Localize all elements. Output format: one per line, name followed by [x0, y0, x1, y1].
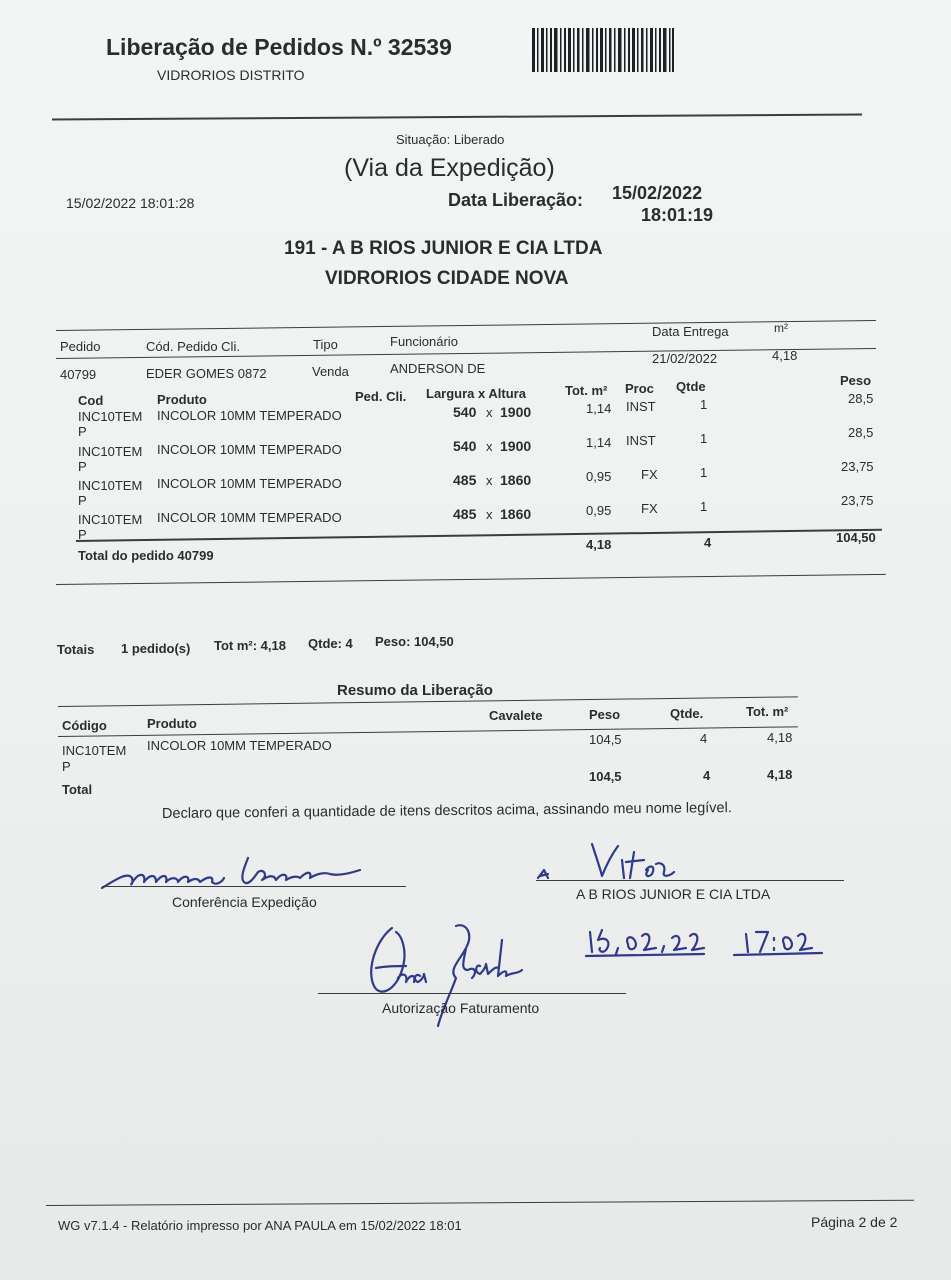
item-altura: 1860: [500, 472, 532, 488]
col-ped-cli: Ped. Cli.: [355, 389, 407, 404]
item-altura: 1900: [500, 438, 532, 454]
document-title: Liberação de Pedidos N.º 32539: [106, 34, 452, 60]
item-cod: INC10TEM: [78, 478, 143, 493]
totais-tot-m2: Tot m²: 4,18: [214, 638, 286, 653]
resumo-total-tot-m2: 4,18: [767, 767, 793, 782]
handwritten-date: [584, 922, 844, 962]
order-total-m2: 4,18: [586, 537, 612, 552]
item-x: x: [486, 439, 493, 454]
item-cod: INC10TEM: [78, 512, 143, 527]
client-signature-label: A B RIOS JUNIOR E CIA LTDA: [576, 886, 771, 902]
item-peso: 23,75: [841, 459, 874, 474]
totais-qtde: Qtde: 4: [308, 636, 353, 651]
resumo-title: Resumo da Liberação: [337, 682, 493, 699]
resumo-col-peso: Peso: [589, 707, 621, 722]
resumo-qtde: 4: [700, 731, 708, 746]
order-top-divider: [56, 320, 876, 331]
resumo-produto: INCOLOR 10MM TEMPERADO: [147, 738, 332, 753]
item-largura: 485: [453, 472, 477, 488]
company-name: VIDRORIOS DISTRITO: [157, 67, 305, 83]
item-largura: 485: [453, 506, 477, 522]
order-bottom-divider: [56, 574, 886, 585]
order-tipo: Venda: [312, 364, 349, 379]
item-produto: INCOLOR 10MM TEMPERADO: [157, 510, 342, 525]
resumo-codigo-suffix: P: [62, 759, 71, 774]
item-cod: INC10TEM: [78, 409, 143, 424]
item-qtde: 1: [700, 499, 708, 514]
resumo-peso: 104,5: [589, 732, 622, 747]
resumo-total-label: Total: [62, 782, 93, 797]
resumo-col-cavalete: Cavalete: [489, 708, 543, 723]
item-altura: 1860: [500, 506, 532, 522]
item-proc: INST: [626, 433, 656, 448]
item-proc: INST: [626, 399, 656, 414]
order-total-divider: [76, 529, 882, 542]
col-funcionario: Funcionário: [390, 334, 458, 349]
item-qtde: 1: [700, 465, 708, 480]
item-cod-suffix: P: [78, 493, 87, 508]
item-peso: 28,5: [848, 425, 874, 440]
col-data-entrega: Data Entrega: [652, 324, 729, 339]
client-branch: VIDRORIOS CIDADE NOVA: [325, 268, 569, 289]
client-signature-line: [536, 880, 844, 881]
autorizacao-signature-line: [318, 993, 626, 994]
via-title: (Via da Expedição): [344, 154, 555, 182]
declaration-text: Declaro que conferi a quantidade de itens descritos acima, assinando meu nome legível.: [161, 800, 732, 822]
order-total-label: Total do pedido 40799: [78, 548, 214, 563]
resumo-col-tot-m2: Tot. m²: [746, 704, 789, 719]
item-cod: INC10TEM: [78, 444, 143, 459]
item-x: x: [486, 405, 493, 420]
totais-peso: Peso: 104,50: [375, 634, 454, 649]
item-peso: 23,75: [841, 493, 874, 508]
order-cod-pedido-cli: EDER GOMES 0872: [146, 366, 267, 381]
col-peso: Peso: [840, 373, 872, 388]
item-proc: FX: [641, 467, 658, 482]
col-cod: Cod: [78, 393, 104, 408]
item-peso: 28,5: [848, 391, 874, 406]
situacao-label: Situação: Liberado: [396, 132, 505, 147]
col-produto: Produto: [157, 392, 207, 407]
col-cod-pedido-cli: Cód. Pedido Cli.: [146, 339, 240, 354]
order-funcionario: ANDERSON DE: [390, 361, 486, 376]
item-qtde: 1: [700, 431, 708, 446]
order-pedido: 40799: [60, 367, 97, 382]
item-produto: INCOLOR 10MM TEMPERADO: [157, 408, 342, 423]
col-pedido: Pedido: [60, 339, 101, 354]
resumo-total-qtde: 4: [703, 768, 711, 783]
client-name: 191 - A B RIOS JUNIOR E CIA LTDA: [284, 238, 603, 259]
footer-printed-by: WG v7.1.4 - Relatório impresso por ANA PAULA em 15/02/2022 18:01: [58, 1218, 462, 1233]
resumo-col-qtde: Qtde.: [670, 706, 704, 721]
item-proc: FX: [641, 501, 658, 516]
conferencia-signature: [98, 848, 398, 896]
item-tot-m2: 1,14: [586, 401, 612, 416]
autorizacao-label: Autorização Faturamento: [382, 1000, 540, 1016]
order-m2: 4,18: [772, 348, 798, 363]
col-largura-altura: Largura x Altura: [426, 386, 526, 401]
item-x: x: [486, 473, 493, 488]
resumo-col-produto: Produto: [147, 716, 197, 731]
col-qtde: Qtde: [676, 379, 706, 394]
item-tot-m2: 0,95: [586, 469, 612, 484]
item-tot-m2: 0,95: [586, 503, 612, 518]
printed-timestamp: 15/02/2022 18:01:28: [66, 195, 195, 211]
item-largura: 540: [453, 404, 477, 420]
item-x: x: [486, 507, 493, 522]
col-tot-m2: Tot. m²: [565, 383, 608, 398]
item-cod-suffix: P: [78, 459, 87, 474]
barcode: [532, 28, 674, 72]
col-tipo: Tipo: [313, 337, 338, 352]
item-qtde: 1: [700, 397, 708, 412]
footer-divider: [46, 1200, 914, 1206]
item-altura: 1900: [500, 404, 532, 420]
header-divider: [52, 114, 862, 121]
conferencia-label: Conferência Expedição: [172, 894, 317, 910]
totais-pedidos: 1 pedido(s): [121, 641, 191, 656]
data-liberacao-time: 18:01:19: [641, 205, 714, 225]
client-signature: [534, 838, 694, 884]
data-liberacao-date: 15/02/2022: [612, 183, 703, 203]
item-produto: INCOLOR 10MM TEMPERADO: [157, 476, 342, 491]
footer-page-number: Página 2 de 2: [811, 1214, 898, 1230]
data-liberacao-label: Data Liberação:: [448, 190, 584, 210]
item-cod-suffix: P: [78, 424, 87, 439]
conferencia-signature-line: [102, 886, 406, 887]
item-produto: INCOLOR 10MM TEMPERADO: [157, 442, 342, 457]
resumo-col-codigo: Código: [62, 718, 107, 733]
order-data-entrega: 21/02/2022: [652, 351, 718, 366]
resumo-tot-m2: 4,18: [767, 730, 793, 745]
item-tot-m2: 1,14: [586, 435, 612, 450]
col-proc: Proc: [625, 381, 654, 396]
resumo-total-peso: 104,5: [589, 769, 622, 784]
order-total-qtde: 4: [704, 535, 712, 550]
col-m2: m²: [774, 321, 788, 335]
resumo-codigo: INC10TEM: [62, 743, 127, 758]
item-cod-suffix: P: [78, 527, 87, 542]
item-largura: 540: [453, 438, 477, 454]
order-total-peso: 104,50: [836, 530, 876, 545]
totais-label: Totais: [57, 642, 95, 657]
